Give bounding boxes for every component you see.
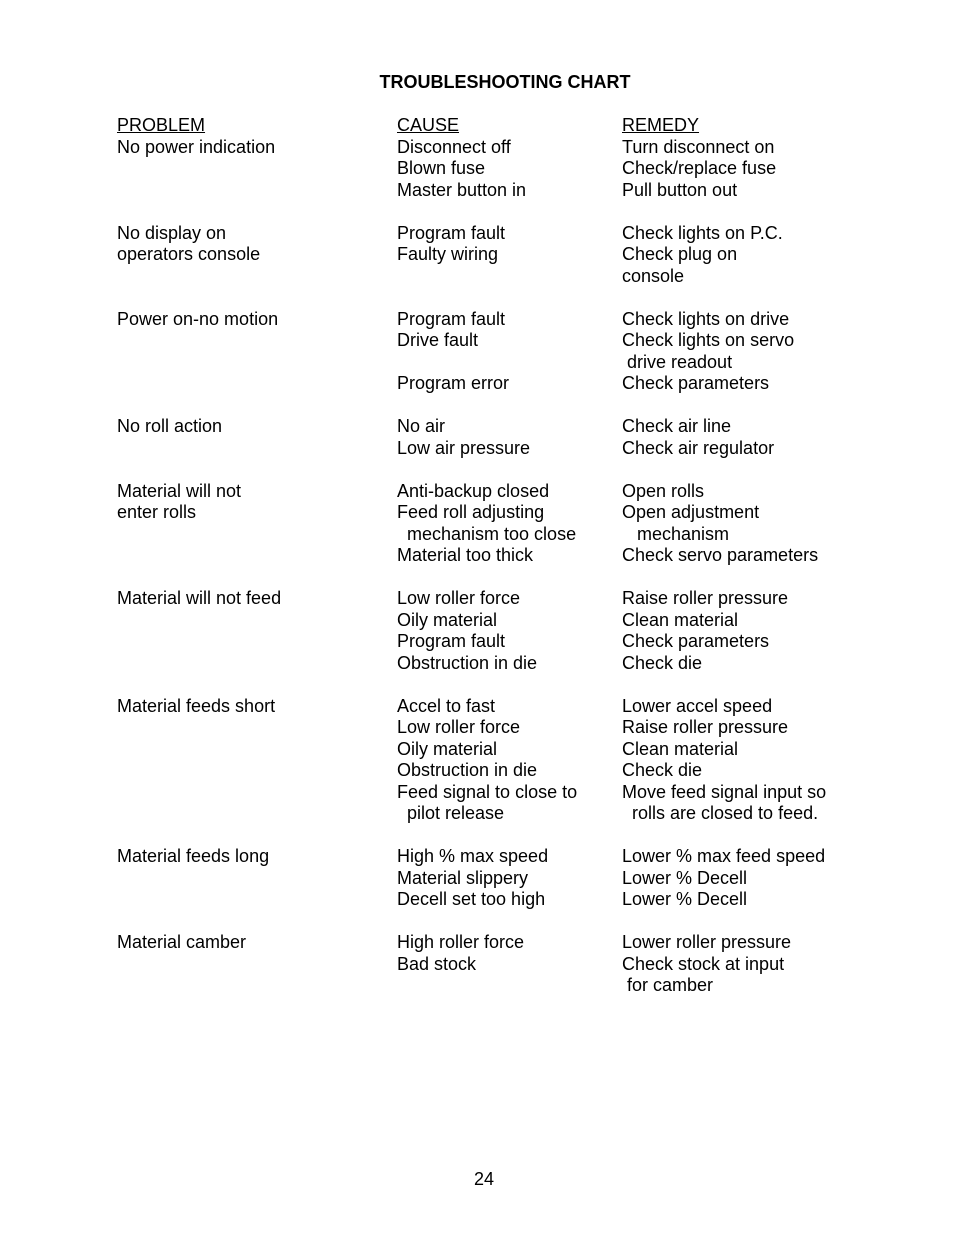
cause-text-line: High roller force — [397, 932, 525, 952]
remedy-text-line: Check lights on P.C. — [622, 222, 783, 243]
remedy-cell — [622, 309, 857, 395]
remedy-text-line: Lower % max feed speed — [622, 846, 826, 866]
problem-cell — [117, 137, 397, 159]
remedy-text-line: Pull button out — [622, 179, 738, 200]
remedy-cell — [622, 481, 857, 567]
problem-cell — [117, 223, 397, 266]
problem-header-label: PROBLEM — [117, 115, 206, 135]
cause-text-line: Feed signal to close to — [397, 781, 578, 802]
chart-row — [117, 481, 857, 567]
remedy-text-line: for camber — [622, 975, 714, 995]
cause-text-line: Low air pressure — [397, 437, 531, 458]
remedy-text-line: Check air line — [622, 416, 732, 436]
remedy-text-line: Check parameters — [622, 631, 770, 651]
remedy-text-line: Lower accel speed — [622, 695, 773, 716]
remedy-header-label: REMEDY — [622, 115, 700, 135]
remedy-text-line: drive readout — [622, 351, 733, 372]
cause-text-line: Low roller force — [397, 588, 521, 608]
remedy-text-line: Open rolls — [622, 480, 705, 501]
remedy-text-line: Raise roller pressure — [622, 588, 789, 608]
remedy-text-line: Open adjustment — [622, 502, 760, 522]
problem-text-line: No roll action — [117, 416, 223, 436]
cause-text-line: Obstruction in die — [397, 760, 538, 780]
cause-text-line — [397, 352, 622, 374]
remedy-cell — [622, 416, 857, 459]
problem-cell — [117, 846, 397, 868]
remedy-text-line: Check stock at input — [622, 953, 785, 974]
chart-row — [117, 696, 857, 825]
chart-row — [117, 588, 857, 674]
problem-cell — [117, 932, 397, 954]
cause-text-line: Program fault — [397, 222, 506, 243]
remedy-text-line: Check servo parameters — [622, 545, 819, 565]
remedy-text-line: Check lights on servo — [622, 330, 795, 350]
chart-row — [117, 309, 857, 395]
problem-text-line: Material will not feed — [117, 588, 282, 608]
cause-cell — [397, 309, 622, 395]
remedy-text-line: Move feed signal input so — [622, 781, 827, 802]
cause-text-line: pilot release — [397, 803, 505, 823]
cause-text-line: Low roller force — [397, 717, 521, 737]
cause-cell — [397, 137, 622, 202]
remedy-text-line: Check die — [622, 760, 703, 780]
remedy-text-line: Check parameters — [622, 373, 770, 393]
cause-text-line: Master button in — [397, 179, 527, 200]
cause-column-header — [397, 115, 622, 137]
remedy-text-line: mechanism — [622, 523, 730, 544]
cause-text-line: mechanism too close — [397, 523, 577, 544]
problem-text-line: operators console — [117, 244, 261, 264]
chart-rows — [117, 137, 857, 997]
cause-cell — [397, 588, 622, 674]
remedy-text-line: rolls are closed to feed. — [622, 803, 819, 823]
cause-text-line: Drive fault — [397, 330, 479, 350]
remedy-text-line: Clean material — [622, 738, 739, 759]
cause-cell — [397, 481, 622, 567]
chart-header-row — [117, 115, 857, 137]
problem-text-line: Power on-no motion — [117, 308, 279, 329]
problem-text-line: Material feeds long — [117, 846, 270, 866]
remedy-text-line: Check air regulator — [622, 437, 775, 458]
problem-text-line: enter rolls — [117, 502, 197, 522]
chart-row — [117, 932, 857, 997]
cause-text-line: Oily material — [397, 738, 498, 759]
remedy-cell — [622, 223, 857, 288]
remedy-text-line: Lower % Decell — [622, 867, 748, 888]
remedy-text-line: Clean material — [622, 609, 739, 630]
cause-text-line: High % max speed — [397, 846, 549, 866]
cause-cell — [397, 416, 622, 459]
remedy-cell — [622, 588, 857, 674]
cause-text-line: Program fault — [397, 631, 506, 651]
cause-text-line: No air — [397, 416, 446, 436]
cause-text-line: Feed roll adjusting — [397, 502, 545, 522]
cause-text-line: Bad stock — [397, 953, 477, 974]
problem-text-line: No display on — [117, 222, 227, 243]
page-title: TROUBLESHOOTING CHART — [379, 72, 631, 92]
remedy-text-line: Turn disconnect on — [622, 136, 775, 157]
remedy-text-line: Raise roller pressure — [622, 717, 789, 737]
remedy-cell — [622, 846, 857, 911]
remedy-text-line: Check/replace fuse — [622, 158, 777, 178]
remedy-text-line: Lower % Decell — [622, 889, 748, 909]
cause-text-line: Blown fuse — [397, 158, 486, 178]
cause-text-line: Faulty wiring — [397, 244, 499, 264]
cause-text-line: Accel to fast — [397, 695, 496, 716]
cause-cell — [397, 932, 622, 975]
remedy-text-line: Check plug on — [622, 244, 738, 264]
cause-text-line: Obstruction in die — [397, 652, 538, 673]
chart-row — [117, 846, 857, 911]
cause-text-line: Material too thick — [397, 545, 534, 565]
remedy-text-line: Check lights on drive — [622, 308, 790, 329]
problem-column-header — [117, 115, 397, 137]
troubleshooting-chart — [117, 115, 857, 997]
chart-row — [117, 223, 857, 288]
problem-cell — [117, 309, 397, 331]
remedy-cell — [622, 696, 857, 825]
remedy-text-line: Lower roller pressure — [622, 932, 792, 952]
cause-text-line: Oily material — [397, 609, 498, 630]
problem-text-line: Material camber — [117, 932, 247, 952]
cause-text-line: Program error — [397, 373, 510, 393]
cause-cell — [397, 846, 622, 911]
chart-row — [117, 416, 857, 459]
chart-row — [117, 137, 857, 202]
cause-text-line: Disconnect off — [397, 136, 511, 157]
problem-cell — [117, 416, 397, 438]
cause-cell — [397, 696, 622, 825]
cause-text-line: Decell set too high — [397, 889, 546, 909]
problem-cell — [117, 588, 397, 610]
problem-text-line: No power indication — [117, 136, 276, 157]
problem-text-line: Material feeds short — [117, 695, 276, 716]
remedy-cell — [622, 137, 857, 202]
problem-text-line: Material will not — [117, 480, 242, 501]
problem-cell — [117, 481, 397, 524]
remedy-text-line: Check die — [622, 652, 703, 673]
page-number: 24 — [473, 1169, 495, 1189]
remedy-cell — [622, 932, 857, 997]
remedy-column-header — [622, 115, 857, 137]
cause-text-line: Material slippery — [397, 867, 529, 888]
remedy-text-line: console — [622, 265, 685, 286]
cause-header-label: CAUSE — [397, 115, 460, 135]
cause-cell — [397, 223, 622, 266]
cause-text-line: Program fault — [397, 308, 506, 329]
cause-text-line: Anti-backup closed — [397, 480, 550, 501]
problem-cell — [117, 696, 397, 718]
